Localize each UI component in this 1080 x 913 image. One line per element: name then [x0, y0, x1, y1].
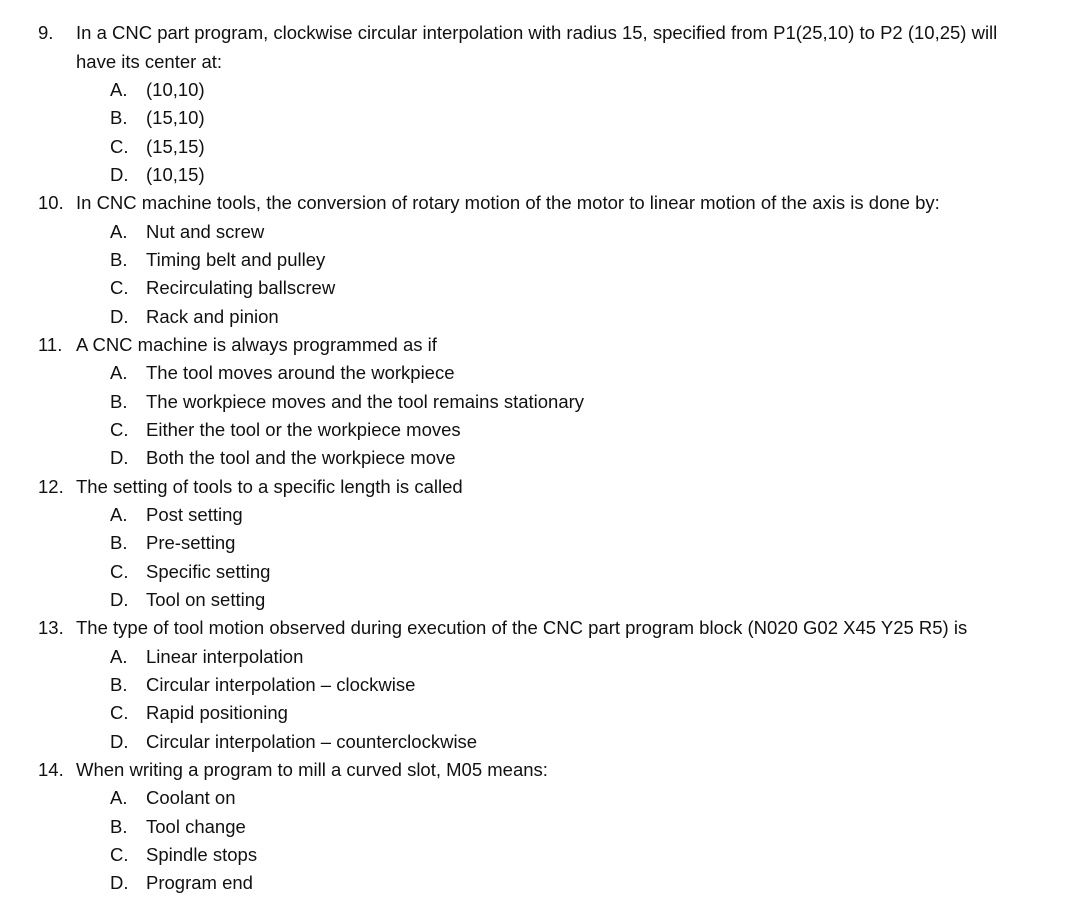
- option-text: Linear interpolation: [146, 645, 304, 667]
- option-letter: A.: [110, 787, 128, 809]
- option-text: Pre-setting: [146, 532, 236, 554]
- question-text: The type of tool motion observed during execution of the CNC part program block (N020 G02 X45 Y25 R5) is: [76, 617, 968, 639]
- option-text: Spindle stops: [146, 844, 258, 866]
- option-c: [0, 133, 1080, 161]
- option-text: Either the tool or the workpiece moves: [146, 418, 461, 440]
- option-letter: A.: [110, 645, 128, 667]
- option-letter: A.: [110, 79, 128, 100]
- option-b: [0, 813, 1080, 841]
- option-text: Rapid positioning: [146, 702, 288, 724]
- question-header: [0, 756, 1080, 785]
- option-d: [0, 586, 1080, 614]
- option-letter: D.: [110, 447, 129, 469]
- question-text: In CNC machine tools, the conversion of rotary motion of the motor to linear motion of the axis is done by:: [76, 192, 940, 214]
- option-b: [0, 388, 1080, 416]
- question-14: [0, 756, 1080, 898]
- option-c: [0, 558, 1080, 586]
- option-letter: A.: [110, 362, 128, 384]
- option-text: Nut and screw: [146, 220, 265, 242]
- question-header: [0, 19, 1080, 48]
- question-text: When writing a program to mill a curved slot, M05 means:: [76, 758, 548, 780]
- option-letter: B.: [110, 248, 128, 270]
- question-10: [0, 189, 1080, 331]
- option-letter: D.: [110, 163, 129, 185]
- option-b: [0, 529, 1080, 557]
- option-a: [0, 784, 1080, 812]
- option-text: Tool on setting: [146, 588, 266, 610]
- question-9: [0, 19, 1080, 189]
- option-a: [0, 76, 1080, 104]
- question-number: 11.: [38, 333, 63, 355]
- option-letter: B.: [110, 390, 128, 412]
- question-text: The setting of tools to a specific length is called: [76, 475, 463, 497]
- question-12: [0, 473, 1080, 615]
- question-13: [0, 614, 1080, 756]
- option-text: (15,10): [146, 107, 205, 129]
- option-text: (15,15): [146, 135, 205, 157]
- question-header: [0, 331, 1080, 360]
- option-d: [0, 161, 1080, 189]
- option-letter: D.: [110, 588, 129, 610]
- option-b: [0, 246, 1080, 274]
- option-letter: A.: [110, 504, 128, 526]
- option-text: The workpiece moves and the tool remains stationary: [146, 390, 585, 412]
- option-letter: B.: [110, 815, 128, 837]
- option-a: [0, 501, 1080, 529]
- question-header: [0, 189, 1080, 218]
- option-text: Rack and pinion: [146, 305, 279, 327]
- question-number: 14.: [38, 758, 64, 780]
- option-letter: C.: [110, 844, 129, 866]
- option-letter: C.: [110, 135, 129, 157]
- option-text: Tool change: [146, 815, 246, 837]
- question-text-line2: have its center at:: [76, 50, 223, 72]
- option-letter: D.: [110, 305, 129, 327]
- option-c: [0, 841, 1080, 869]
- option-letter: B.: [110, 107, 128, 129]
- question-number: 13.: [38, 617, 64, 639]
- question-number: 10.: [38, 192, 64, 214]
- question-header: [0, 614, 1080, 643]
- option-letter: C.: [110, 418, 129, 440]
- option-a: [0, 359, 1080, 387]
- option-d: [0, 444, 1080, 472]
- option-text: Specific setting: [146, 560, 271, 582]
- question-text: In a CNC part program, clockwise circular interpolation with radius 15, specified from P1(25,10) to P2 (10,25) will: [76, 22, 998, 43]
- option-c: [0, 274, 1080, 302]
- option-d: [0, 728, 1080, 756]
- option-b: [0, 104, 1080, 132]
- option-text: Circular interpolation – counterclockwise: [146, 730, 478, 752]
- question-number: 12.: [38, 475, 64, 497]
- option-letter: B.: [110, 674, 128, 696]
- option-text: (10,15): [146, 163, 205, 185]
- option-letter: D.: [110, 872, 129, 894]
- option-text: Both the tool and the workpiece move: [146, 447, 456, 469]
- option-c: [0, 416, 1080, 444]
- option-a: [0, 218, 1080, 246]
- option-text: Timing belt and pulley: [146, 248, 326, 270]
- option-text: Recirculating ballscrew: [146, 277, 336, 299]
- option-c: [0, 699, 1080, 727]
- option-text: The tool moves around the workpiece: [146, 362, 455, 384]
- option-letter: C.: [110, 560, 129, 582]
- question-text: A CNC machine is always programmed as if: [76, 333, 437, 355]
- question-list: [0, 19, 1080, 898]
- option-letter: C.: [110, 702, 129, 724]
- option-text: (10,10): [146, 79, 205, 100]
- option-a: [0, 643, 1080, 671]
- option-text: Coolant on: [146, 787, 236, 809]
- option-text: Circular interpolation – clockwise: [146, 674, 416, 696]
- option-d: [0, 303, 1080, 331]
- option-letter: C.: [110, 277, 129, 299]
- question-header: [0, 473, 1080, 502]
- option-text: Post setting: [146, 504, 243, 526]
- question-11: [0, 331, 1080, 473]
- option-b: [0, 671, 1080, 699]
- question-text-continued: [0, 48, 1080, 77]
- option-letter: B.: [110, 532, 128, 554]
- option-d: [0, 869, 1080, 897]
- question-number: 9.: [38, 22, 54, 43]
- option-letter: D.: [110, 730, 129, 752]
- option-letter: A.: [110, 220, 128, 242]
- option-text: Program end: [146, 872, 253, 894]
